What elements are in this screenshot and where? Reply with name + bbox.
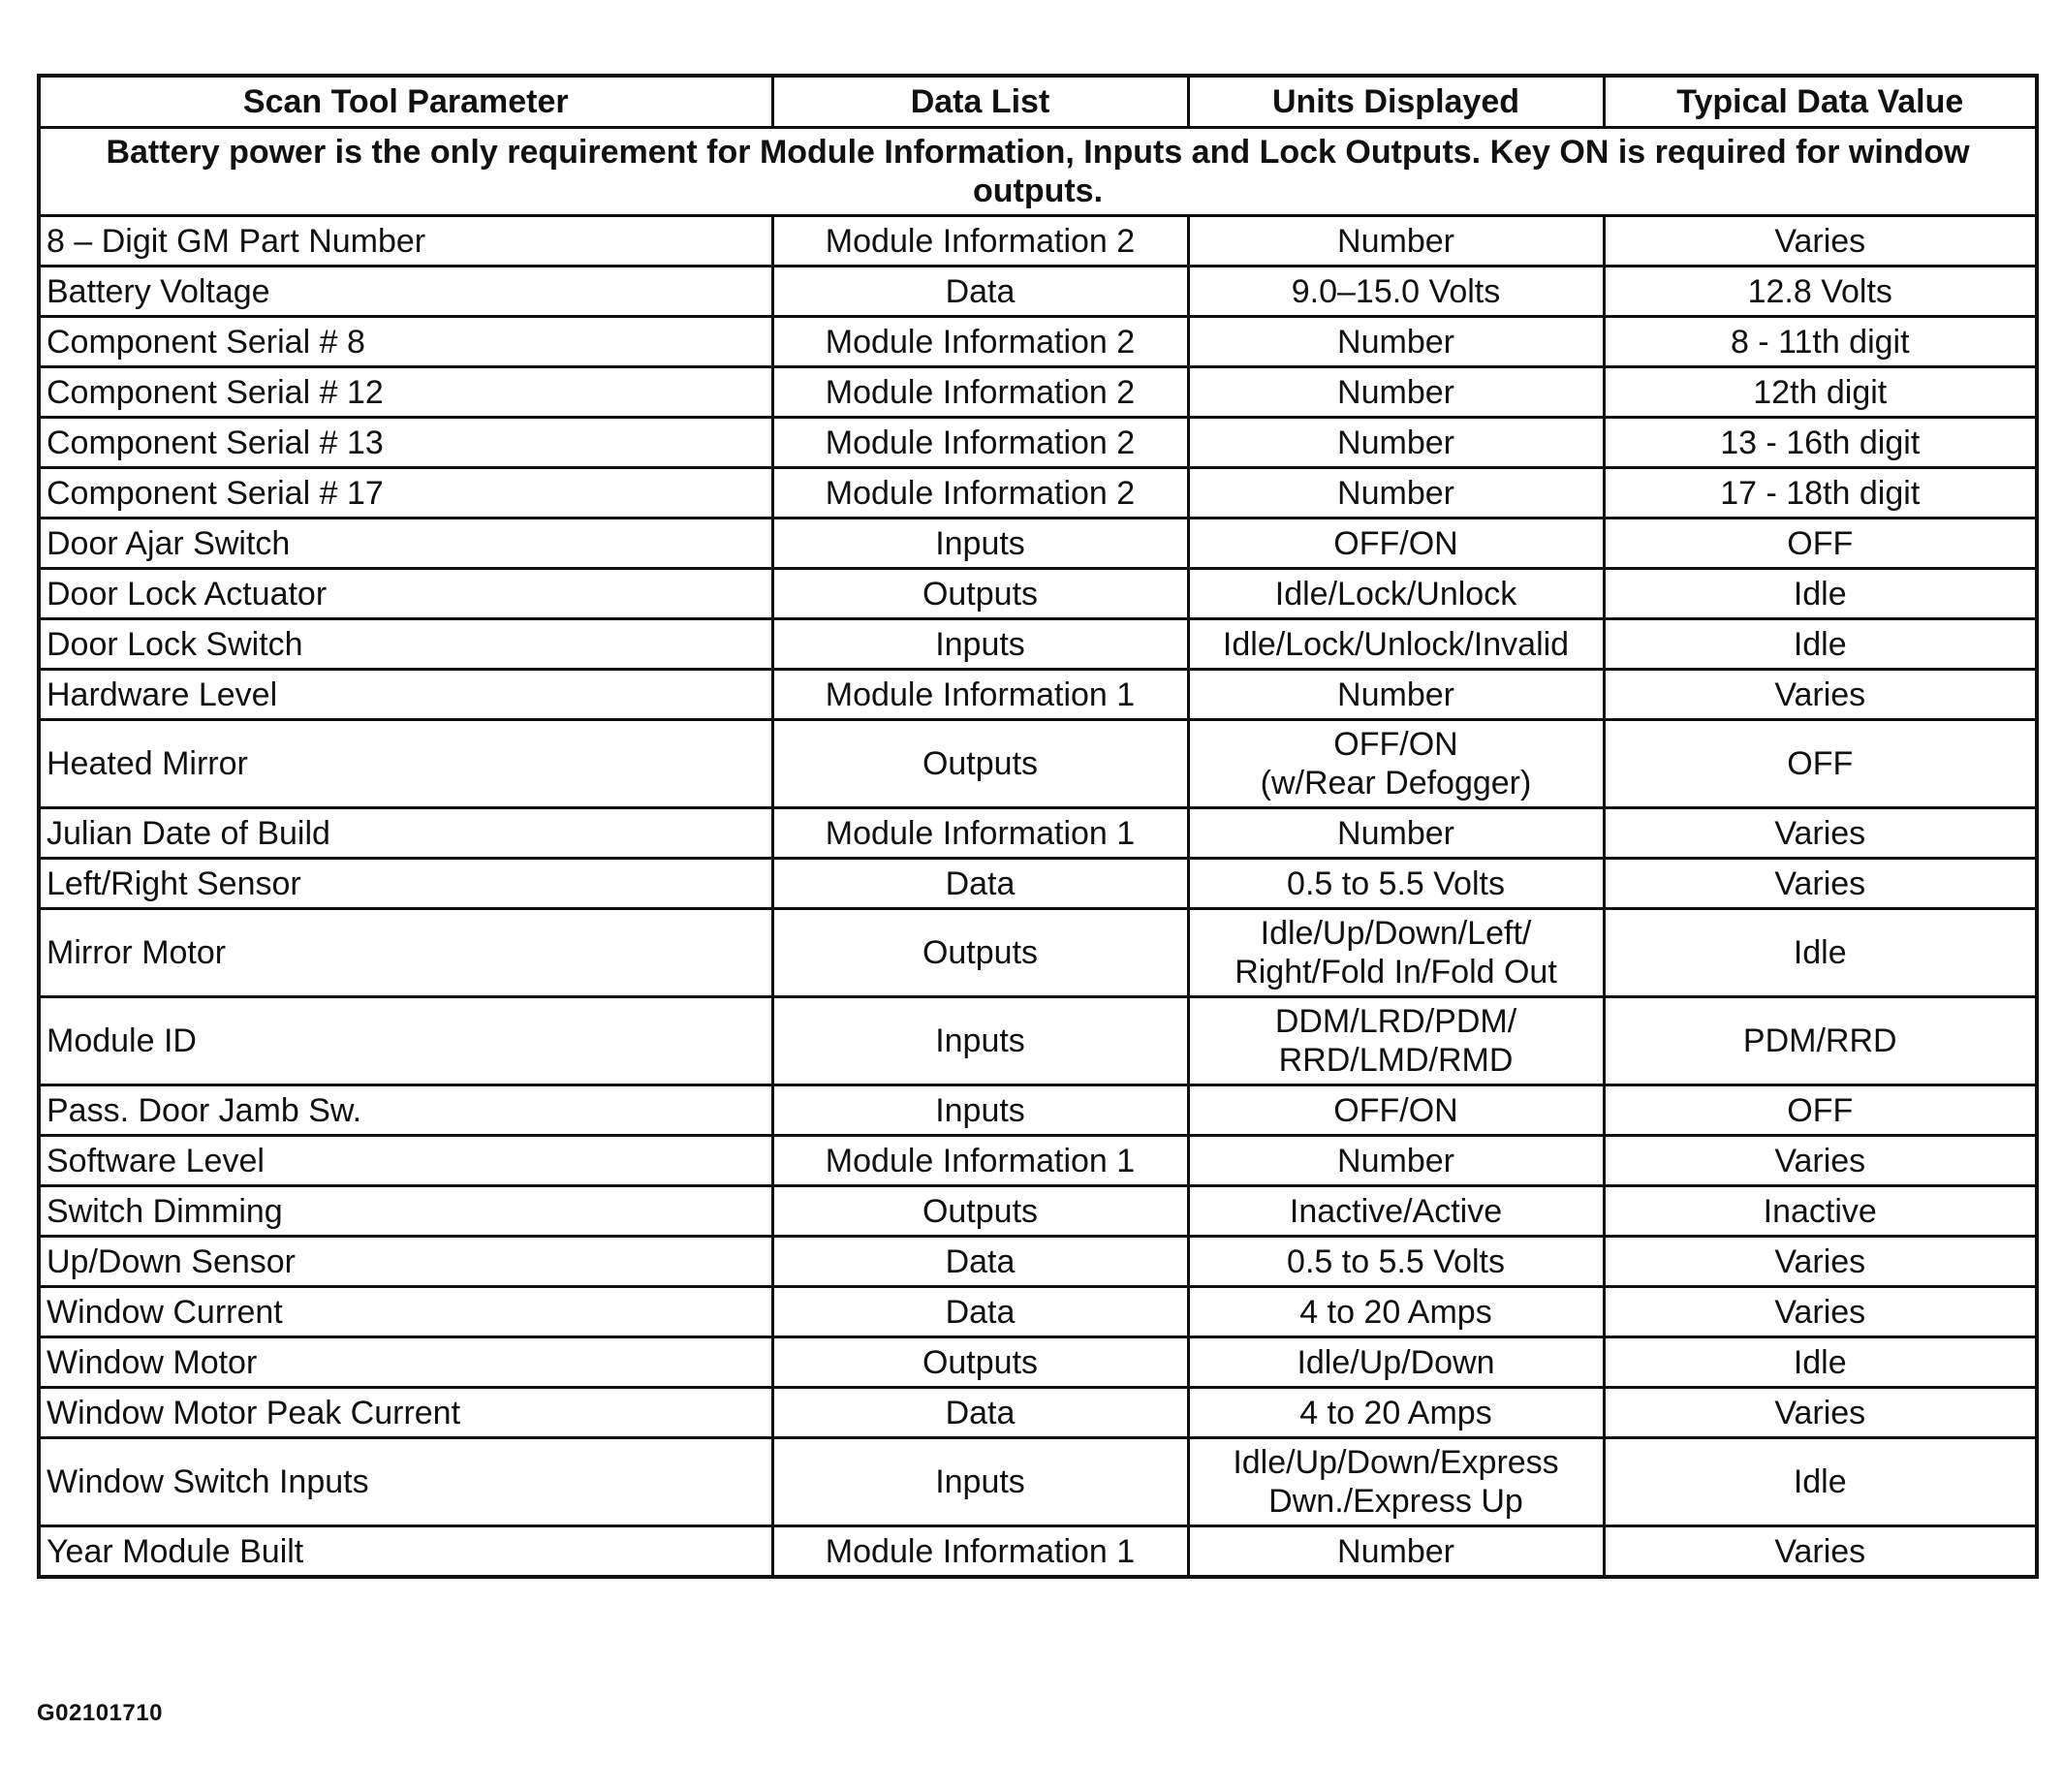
cell-data-list: Module Information 2 <box>772 418 1188 468</box>
table-row <box>39 619 2037 670</box>
cell-units-displayed: Idle/Lock/Unlock <box>1188 569 1604 619</box>
cell-parameter: Component Serial # 13 <box>39 418 772 468</box>
cell-units-displayed: Idle/Up/Down <box>1188 1337 1604 1388</box>
cell-data-list: Data <box>772 1287 1188 1337</box>
cell-units-displayed: 4 to 20 Amps <box>1188 1388 1604 1438</box>
cell-data-list: Outputs <box>772 720 1188 808</box>
cell-typical-data-value: Varies <box>1604 1237 2037 1287</box>
cell-parameter: Component Serial # 17 <box>39 468 772 519</box>
cell-typical-data-value: Varies <box>1604 859 2037 909</box>
cell-data-list: Outputs <box>772 909 1188 997</box>
cell-parameter: Door Lock Switch <box>39 619 772 670</box>
cell-data-list: Inputs <box>772 997 1188 1085</box>
cell-parameter: Julian Date of Build <box>39 808 772 859</box>
cell-parameter: Switch Dimming <box>39 1186 772 1237</box>
table-row <box>39 1438 2037 1526</box>
cell-parameter: Component Serial # 8 <box>39 317 772 367</box>
cell-parameter: Year Module Built <box>39 1526 772 1578</box>
table-row <box>39 418 2037 468</box>
cell-typical-data-value: Varies <box>1604 1388 2037 1438</box>
cell-units-displayed: Idle/Lock/Unlock/Invalid <box>1188 619 1604 670</box>
cell-parameter: Door Lock Actuator <box>39 569 772 619</box>
cell-units-displayed: Number <box>1188 418 1604 468</box>
cell-units-displayed: Idle/Up/Down/Express Dwn./Express Up <box>1188 1438 1604 1526</box>
cell-typical-data-value: Idle <box>1604 909 2037 997</box>
cell-data-list: Module Information 2 <box>772 317 1188 367</box>
cell-parameter: Battery Voltage <box>39 267 772 317</box>
cell-typical-data-value: 13 - 16th digit <box>1604 418 2037 468</box>
cell-typical-data-value: OFF <box>1604 720 2037 808</box>
cell-typical-data-value: Idle <box>1604 1438 2037 1526</box>
cell-typical-data-value: Idle <box>1604 619 2037 670</box>
cell-parameter: 8 – Digit GM Part Number <box>39 216 772 267</box>
cell-typical-data-value: Varies <box>1604 1526 2037 1578</box>
table-row <box>39 1337 2037 1388</box>
header-row <box>39 76 2037 128</box>
header-typical-data-value: Typical Data Value <box>1604 76 2037 128</box>
cell-parameter: Window Current <box>39 1287 772 1337</box>
requirement-note: Battery power is the only requirement for Module Information, Inputs and Lock Outputs. Key ON is required for window outputs. <box>39 128 2037 216</box>
table-row <box>39 569 2037 619</box>
cell-typical-data-value: 12th digit <box>1604 367 2037 418</box>
cell-typical-data-value: Idle <box>1604 569 2037 619</box>
cell-units-displayed: Number <box>1188 317 1604 367</box>
cell-data-list: Module Information 2 <box>772 216 1188 267</box>
cell-parameter: Window Motor Peak Current <box>39 1388 772 1438</box>
cell-units-displayed: 0.5 to 5.5 Volts <box>1188 1237 1604 1287</box>
cell-typical-data-value: Varies <box>1604 670 2037 720</box>
cell-typical-data-value: PDM/RRD <box>1604 997 2037 1085</box>
cell-data-list: Inputs <box>772 619 1188 670</box>
cell-parameter: Window Switch Inputs <box>39 1438 772 1526</box>
cell-parameter: Up/Down Sensor <box>39 1237 772 1287</box>
table-row <box>39 1287 2037 1337</box>
cell-typical-data-value: 8 - 11th digit <box>1604 317 2037 367</box>
cell-typical-data-value: OFF <box>1604 1085 2037 1136</box>
cell-parameter: Heated Mirror <box>39 720 772 808</box>
cell-data-list: Data <box>772 859 1188 909</box>
table-row <box>39 1085 2037 1136</box>
header-data-list: Data List <box>772 76 1188 128</box>
cell-data-list: Module Information 1 <box>772 670 1188 720</box>
cell-parameter: Component Serial # 12 <box>39 367 772 418</box>
cell-typical-data-value: Varies <box>1604 216 2037 267</box>
cell-data-list: Module Information 2 <box>772 468 1188 519</box>
cell-typical-data-value: Varies <box>1604 1287 2037 1337</box>
cell-units-displayed: Number <box>1188 367 1604 418</box>
table-row <box>39 367 2037 418</box>
cell-parameter: Hardware Level <box>39 670 772 720</box>
header-units-displayed: Units Displayed <box>1188 76 1604 128</box>
cell-data-list: Outputs <box>772 569 1188 619</box>
table-row <box>39 1237 2037 1287</box>
table-row <box>39 808 2037 859</box>
table-row <box>39 1136 2037 1186</box>
header-scan-tool-parameter: Scan Tool Parameter <box>39 76 772 128</box>
scan-tool-data-table <box>37 74 2039 1579</box>
cell-data-list: Outputs <box>772 1186 1188 1237</box>
document-page <box>37 74 2035 1579</box>
cell-typical-data-value: 17 - 18th digit <box>1604 468 2037 519</box>
cell-typical-data-value: Varies <box>1604 1136 2037 1186</box>
cell-data-list: Module Information 1 <box>772 808 1188 859</box>
figure-id: G02101710 <box>37 1700 163 1726</box>
table-row <box>39 1388 2037 1438</box>
table-row <box>39 468 2037 519</box>
cell-typical-data-value: Inactive <box>1604 1186 2037 1237</box>
cell-typical-data-value: 12.8 Volts <box>1604 267 2037 317</box>
cell-units-displayed: DDM/LRD/PDM/ RRD/LMD/RMD <box>1188 997 1604 1085</box>
table-row <box>39 317 2037 367</box>
cell-parameter: Door Ajar Switch <box>39 519 772 569</box>
cell-typical-data-value: OFF <box>1604 519 2037 569</box>
cell-units-displayed: OFF/ON <box>1188 1085 1604 1136</box>
cell-parameter: Left/Right Sensor <box>39 859 772 909</box>
cell-data-list: Inputs <box>772 1085 1188 1136</box>
cell-typical-data-value: Varies <box>1604 808 2037 859</box>
cell-units-displayed: 9.0–15.0 Volts <box>1188 267 1604 317</box>
cell-units-displayed: 4 to 20 Amps <box>1188 1287 1604 1337</box>
cell-units-displayed: OFF/ON (w/Rear Defogger) <box>1188 720 1604 808</box>
table-row <box>39 997 2037 1085</box>
cell-parameter: Module ID <box>39 997 772 1085</box>
cell-units-displayed: Number <box>1188 1136 1604 1186</box>
cell-data-list: Inputs <box>772 1438 1188 1526</box>
table-header <box>39 76 2037 128</box>
cell-parameter: Mirror Motor <box>39 909 772 997</box>
cell-parameter: Pass. Door Jamb Sw. <box>39 1085 772 1136</box>
cell-data-list: Outputs <box>772 1337 1188 1388</box>
cell-data-list: Data <box>772 1388 1188 1438</box>
table-row <box>39 519 2037 569</box>
table-row <box>39 1526 2037 1578</box>
cell-data-list: Data <box>772 267 1188 317</box>
cell-data-list: Module Information 1 <box>772 1136 1188 1186</box>
table-row <box>39 1186 2037 1237</box>
table-row <box>39 267 2037 317</box>
cell-data-list: Module Information 2 <box>772 367 1188 418</box>
cell-units-displayed: Number <box>1188 468 1604 519</box>
table-row <box>39 670 2037 720</box>
cell-units-displayed: Number <box>1188 216 1604 267</box>
cell-units-displayed: Idle/Up/Down/Left/ Right/Fold In/Fold Out <box>1188 909 1604 997</box>
table-body <box>39 128 2037 1578</box>
cell-parameter: Window Motor <box>39 1337 772 1388</box>
cell-typical-data-value: Idle <box>1604 1337 2037 1388</box>
table-row <box>39 720 2037 808</box>
cell-data-list: Data <box>772 1237 1188 1287</box>
table-row <box>39 909 2037 997</box>
table-row <box>39 216 2037 267</box>
cell-units-displayed: Number <box>1188 808 1604 859</box>
cell-data-list: Module Information 1 <box>772 1526 1188 1578</box>
note-row <box>39 128 2037 216</box>
cell-units-displayed: Number <box>1188 1526 1604 1578</box>
cell-units-displayed: Number <box>1188 670 1604 720</box>
cell-data-list: Inputs <box>772 519 1188 569</box>
cell-parameter: Software Level <box>39 1136 772 1186</box>
table-row <box>39 859 2037 909</box>
cell-units-displayed: OFF/ON <box>1188 519 1604 569</box>
cell-units-displayed: Inactive/Active <box>1188 1186 1604 1237</box>
cell-units-displayed: 0.5 to 5.5 Volts <box>1188 859 1604 909</box>
